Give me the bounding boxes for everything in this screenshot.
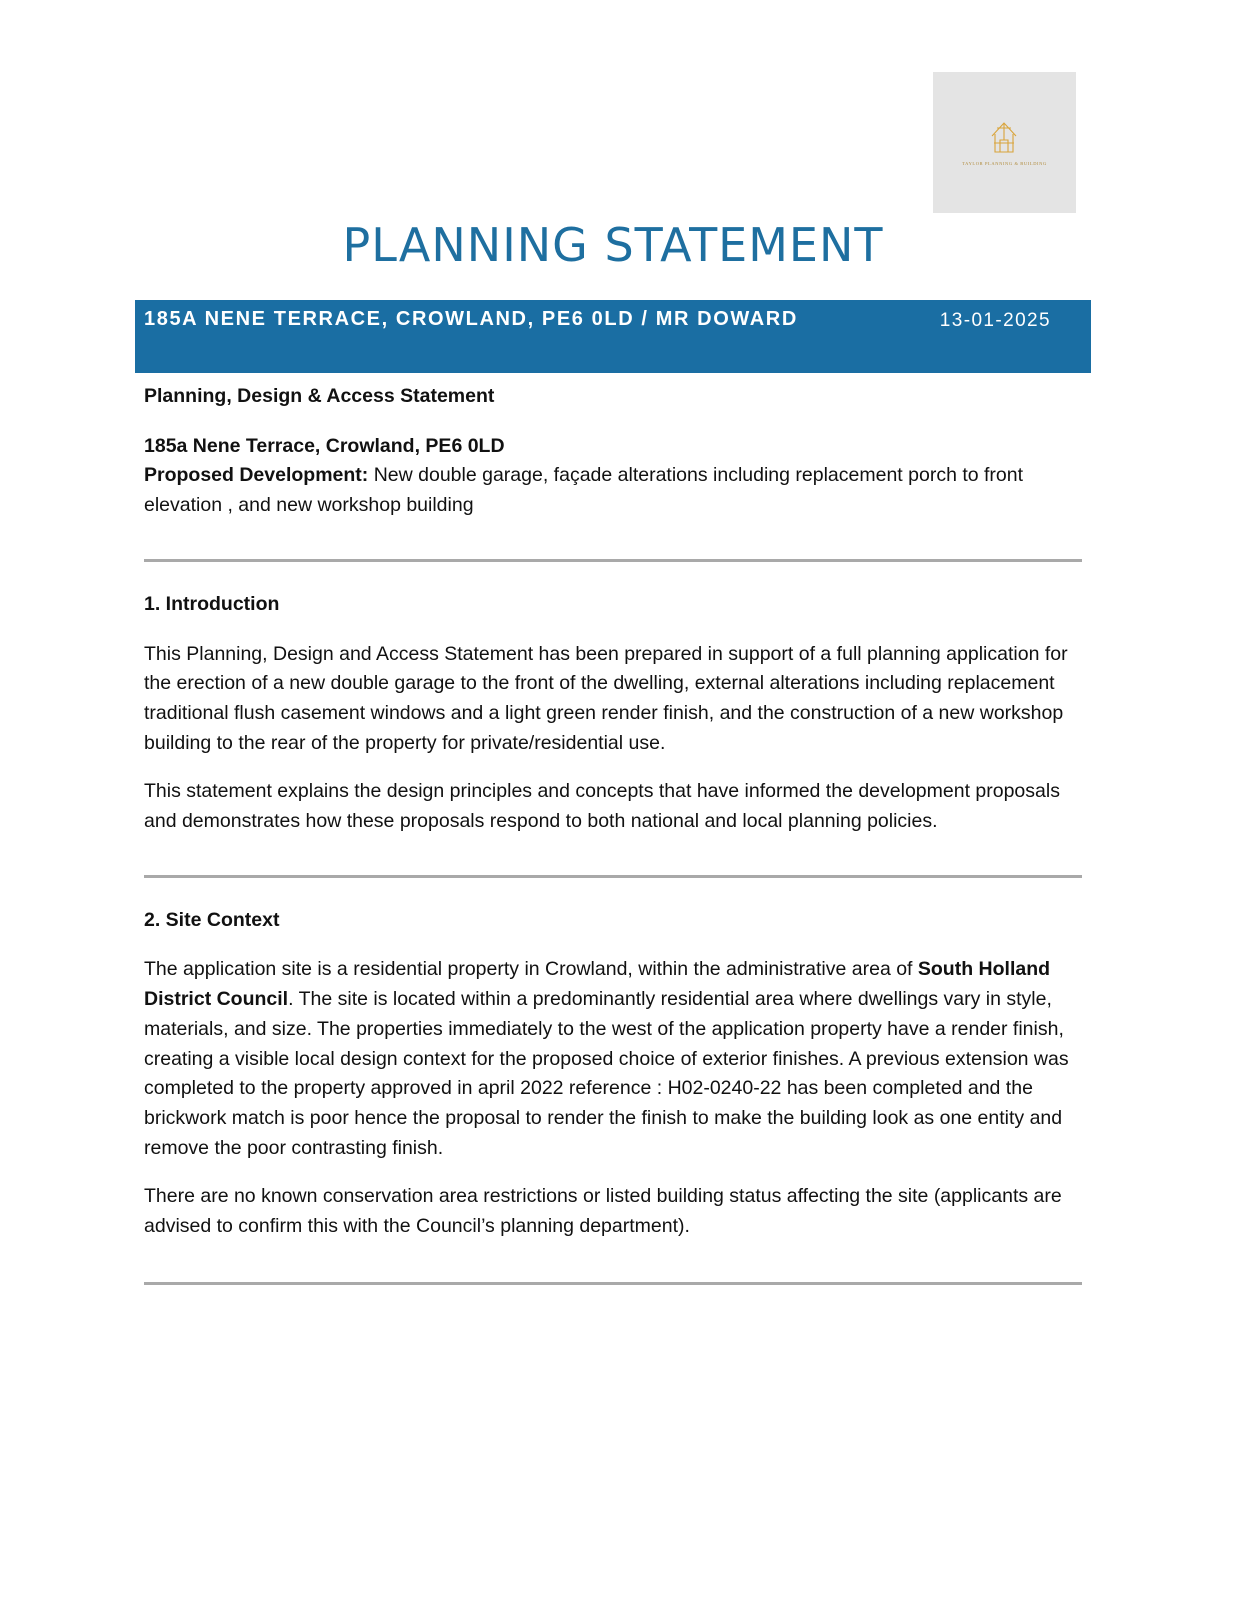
section-heading-introduction: 1. Introduction xyxy=(144,592,280,615)
house-outline-icon xyxy=(989,118,1019,158)
site-address: 185a Nene Terrace, Crowland, PE6 0LD xyxy=(144,434,505,457)
proposed-development xyxy=(144,461,1084,520)
introduction-paragraph-2: This statement explains the design principles and concepts that have informed the development proposals and demonstrates how these proposals respond to both national and local planning policies. xyxy=(144,780,1060,833)
document-body xyxy=(144,382,1084,1285)
site-context-paragraph-1 xyxy=(144,955,1084,1163)
site-context-text-cont: . The site is located within a predominantly residential area where dwellings vary in style, materials, and size. The properties immediately to the west of the application property have a render finish, creating a visible local design context for the proposed choice of exterior finishes. A previous extension was completed to the property approved in april 2022 reference : H02-0240-22 has been completed and the brickwork match is poor hence the proposal to render the finish to make the building look as one entity and remove the poor contrasting finish. xyxy=(144,988,1069,1159)
site-context-paragraph-2: There are no known conservation area restrictions or listed building status affecting the site (applicants are advised to confirm this with the Council’s planning department). xyxy=(144,1185,1062,1238)
council-name: South Holland District Council xyxy=(144,958,1051,1011)
section-heading-site-context: 2. Site Context xyxy=(144,908,280,931)
proposed-text: New double garage, façade alterations including replacement porch to front elevation , and new workshop building xyxy=(144,464,1024,517)
logo-text: TAYLOR PLANNING & BUILDING xyxy=(962,161,1047,166)
statement-heading: Planning, Design & Access Statement xyxy=(144,385,495,407)
page-title: PLANNING STATEMENT xyxy=(342,218,884,272)
banner-address: 185A NENE TERRACE, CROWLAND, PE6 0LD / MR DOWARD xyxy=(144,308,798,330)
banner-date: 13-01-2025 xyxy=(939,310,1051,331)
proposed-label: Proposed Development: xyxy=(144,464,369,487)
introduction-paragraph-1: This Planning, Design and Access Statement has been prepared in support of a full planning application for the erection of a new double garage to the front of the dwelling, external alterations including replacement traditional flush casement windows and a light green render finish, and the construction of a new workshop building to the rear of the property for private/residential use. xyxy=(144,642,1068,754)
header-banner xyxy=(135,300,1091,373)
site-context-text: The application site is a residential property in Crowland, within the administrative area of xyxy=(144,958,918,981)
company-logo xyxy=(933,72,1076,213)
divider xyxy=(144,1282,1082,1285)
